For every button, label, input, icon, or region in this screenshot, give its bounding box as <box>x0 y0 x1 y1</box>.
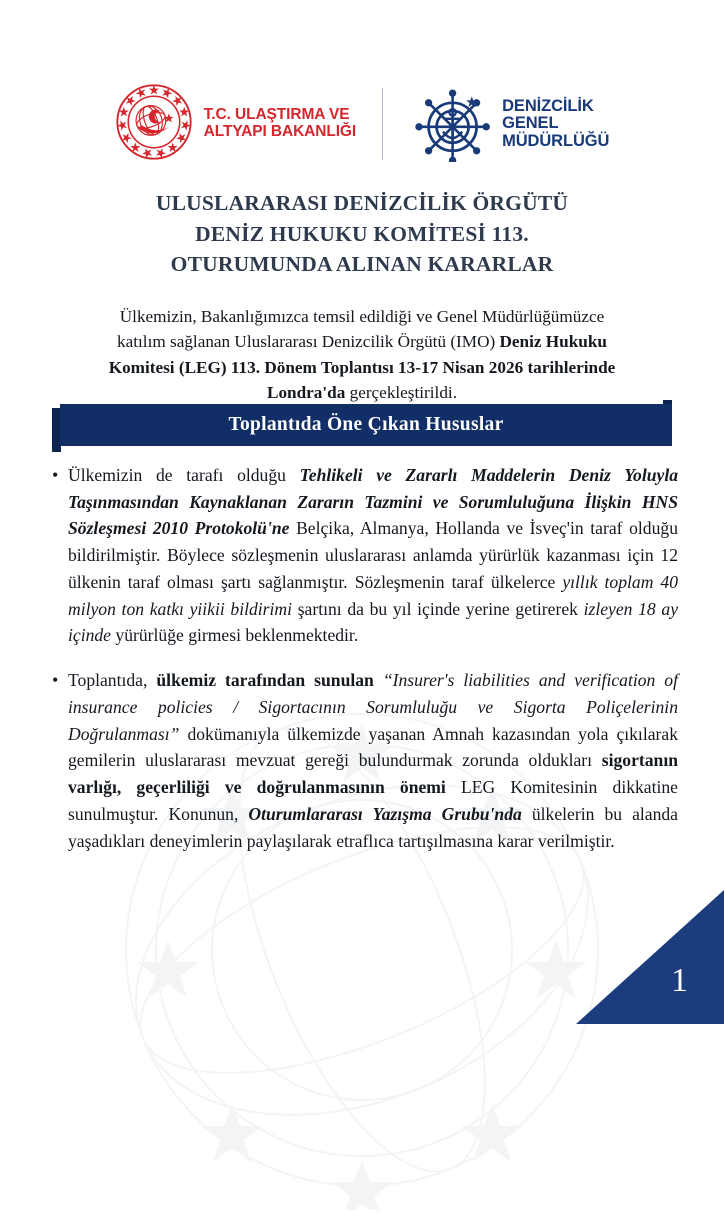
text-segment: Oturumlararası Yazışma Grubu'nda <box>248 803 522 824</box>
directorate-logo-line1: DENİZCİLİK <box>502 96 594 115</box>
text-segment: sigortanın varlığı, geçerliliği ve doğrulanmasının önemi <box>68 750 678 798</box>
text-segment: ülkelerin bu alanda yaşadıkları deneyimlerin paylaşılarak etraflıca tartışılmasına karar verilmiştir. <box>68 803 678 851</box>
text-segment: LEG Komitesinin dikkatine sunulmuştur. Konunun, <box>68 777 678 824</box>
corner-decoration <box>576 890 724 1024</box>
banner-title: Toplantıda Öne Çıkan Hususlar <box>228 414 504 435</box>
ministry-logo-line2: ALTYAPI BAKANLIĞI <box>203 123 357 140</box>
ministry-logo-line1: T.C. ULAŞTIRMA VE <box>203 106 350 124</box>
intro-paragraph <box>96 304 628 405</box>
text-segment: Ülkemizin de tarafı olduğu <box>68 465 300 485</box>
text-segment: şartını da bu yıl içinde yerine getirerek <box>292 598 584 619</box>
bullet-marker-icon: • <box>52 670 59 691</box>
ministry-logo-block <box>115 83 356 166</box>
intro-text-part2: gerçekleştirildi. <box>345 383 457 403</box>
directorate-logo-text <box>502 98 609 150</box>
logo-divider <box>382 88 383 160</box>
bullet-marker-icon: • <box>52 465 59 485</box>
directorate-logo-line2: GENEL <box>502 114 559 133</box>
text-segment: izleyen 18 ay içinde <box>68 598 678 646</box>
text-segment <box>374 670 383 690</box>
section-banner <box>52 404 672 446</box>
highlights-list <box>46 462 678 872</box>
text-segment: dokümanıyla ülkemizde yaşanan Amnah kazasından yola çıkılarak gemilerin uluslararası mevzuat gereği bulundurmak zorunda oldukları <box>68 723 678 771</box>
document-header <box>0 76 724 172</box>
list-item-text <box>68 462 678 649</box>
text-segment: “Insurer's liabilities and verification of insurance policies / Sigortacının Sorumluluğu ve Sigorta Poliçelerinin Doğrulanması” <box>68 670 678 744</box>
banner-body <box>60 404 672 446</box>
text-segment: yürürlüğe girmesi beklenmektedir. <box>111 625 359 646</box>
ministry-emblem-icon <box>115 83 193 166</box>
page-number: 1 <box>671 962 688 999</box>
text-segment: Tehlikeli ve Zararlı Maddelerin Deniz Yoluyla Taşınmasından Kaynaklanan Zararın Tazmini ve Sorumluluğuna İlişkin HNS Sözleşmesi 2010 Protokolü'ne <box>68 465 678 539</box>
page-title-line1: ULUSLARARASI DENİZCİLİK ÖRGÜTÜ <box>155 191 569 215</box>
directorate-logo-line3: MÜDÜRLÜĞÜ <box>502 131 610 150</box>
page-title-line2: DENİZ HUKUKU KOMİTESİ 113. <box>195 221 529 246</box>
page-title <box>0 188 724 280</box>
directorate-logo-block <box>411 82 609 167</box>
ministry-logo-text <box>204 107 356 140</box>
list-item <box>46 667 678 854</box>
list-item <box>46 462 678 649</box>
text-segment: Belçika, Almanya, Hollanda ve İsveç'in taraf olduğu bildirilmiştir. Böylece sözleşmenin uluslararası anlamda yürürlük kazanması için 12 ülkenin taraf olması şartı sağlanmıştır. Sözleşmenin taraf ülkelerce <box>68 518 678 592</box>
intro-text-bold: Deniz Hukuku Komitesi (LEG) 113. Dönem Toplantısı 13-17 Nisan 2026 tarihlerinde Londra'da <box>108 332 616 403</box>
page-title-line3: OTURUMUNDA ALINAN KARARLAR <box>170 252 554 277</box>
text-segment: yıllık toplam 40 milyon ton katkı yiikii bildirimi <box>68 571 679 619</box>
text-segment: Toplantıda, <box>68 670 157 691</box>
maritime-wheel-emblem-icon <box>411 82 491 167</box>
list-item-text <box>68 667 678 854</box>
intro-text-part1: Ülkemizin, Bakanlığımızca temsil edildiği ve Genel Müdürlüğümüzce katılım sağlanan Uluslararası Denizcilik Örgütü (IMO) <box>117 307 605 352</box>
text-segment: ülkemiz tarafından sunulan <box>156 670 374 691</box>
